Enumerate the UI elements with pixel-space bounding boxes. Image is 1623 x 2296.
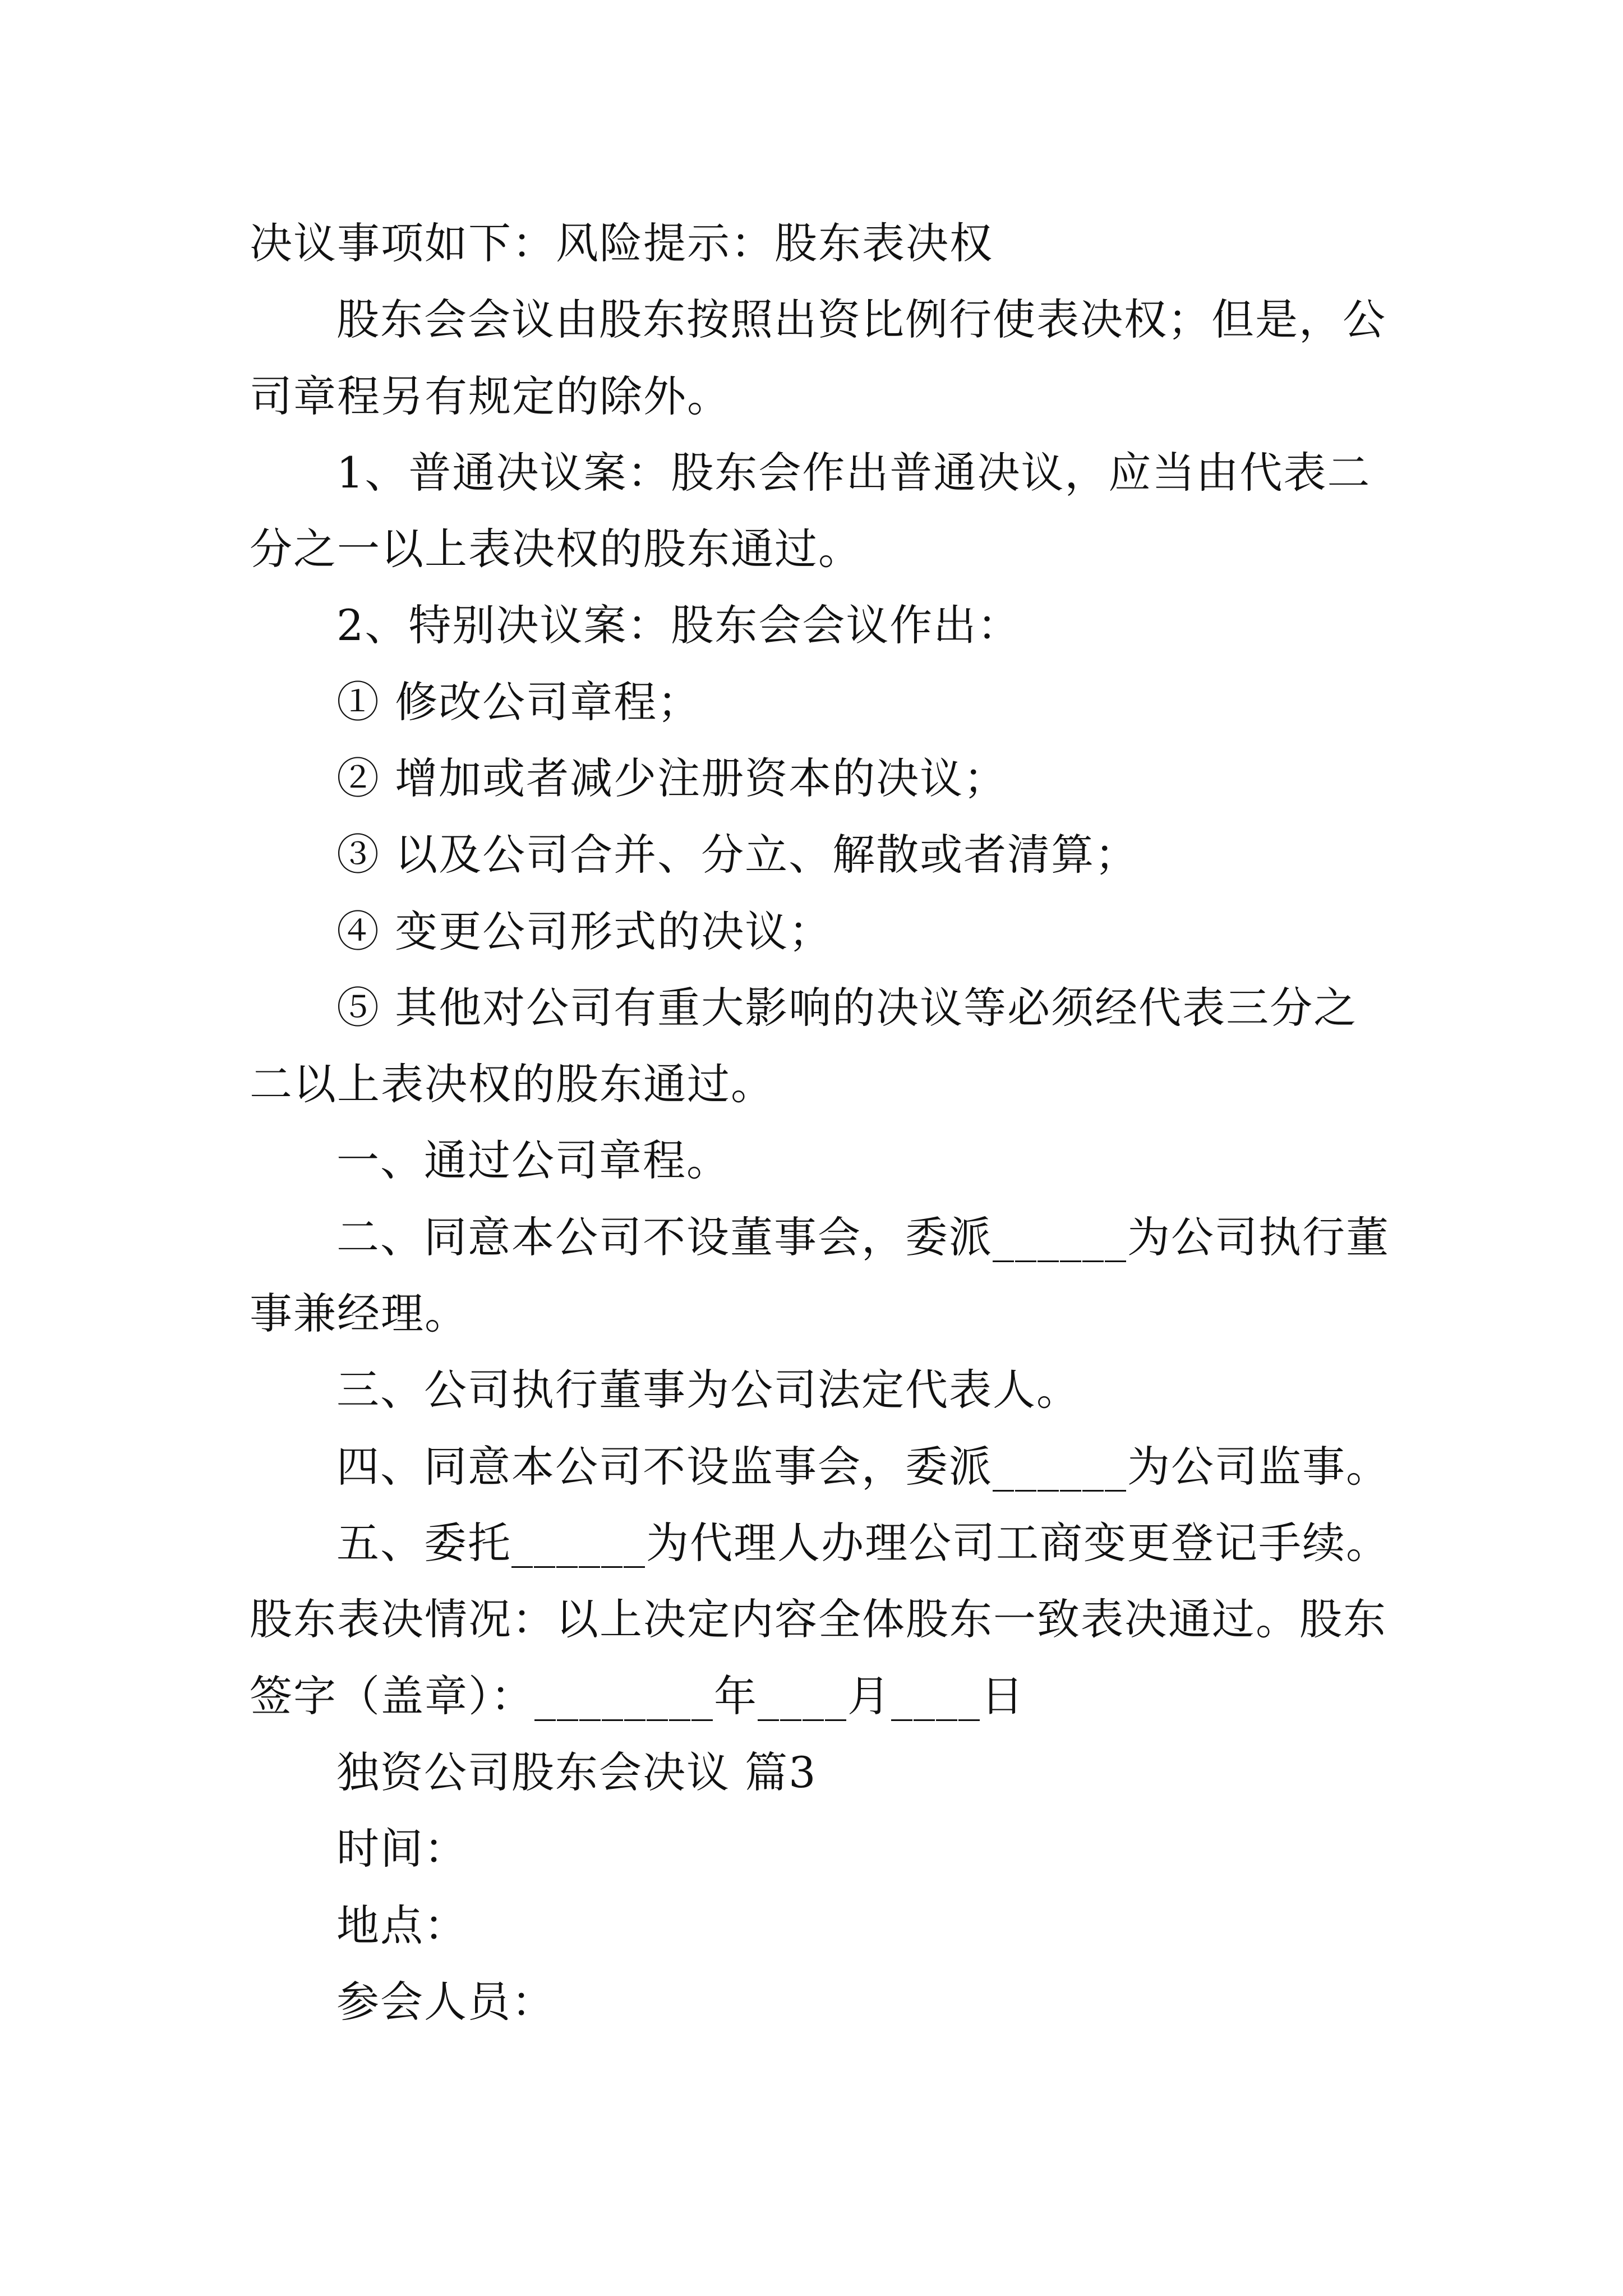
- text-line-17: 四、同意本公司不设监事会，委派______为公司监事。: [336, 1442, 1390, 1492]
- text-line-11: ⑤ 其他对公司有重大影响的决议等必须经代表三分之: [336, 983, 1358, 1033]
- text-line-18: 五、委托______为代理人办理公司工商变更登记手续。: [336, 1518, 1390, 1568]
- text-line-4: 1、普通决议案：股东会作出普通决议，应当由代表二: [336, 448, 1371, 498]
- attendees-label: 参会人员：: [336, 1977, 555, 2027]
- text-line-10: ④ 变更公司形式的决议；: [336, 907, 833, 956]
- text-line-14: 二、同意本公司不设董事会，委派______为公司执行董: [336, 1212, 1390, 1262]
- text-line-15: 事兼经理。: [250, 1289, 468, 1338]
- section-heading: 独资公司股东会决议 篇3: [336, 1747, 817, 1797]
- location-label: 地点：: [336, 1901, 468, 1950]
- text-line-3: 司章程另有规定的除外。: [250, 371, 731, 421]
- text-line-2: 股东会会议由股东按照出资比例行使表决权；但是，公: [336, 295, 1386, 344]
- text-line-9: ③ 以及公司合并、分立、解散或者清算；: [336, 830, 1139, 880]
- text-line-5: 分之一以上表决权的股东通过。: [250, 524, 862, 574]
- text-line-12: 二以上表决权的股东通过。: [250, 1059, 774, 1109]
- time-label: 时间：: [336, 1824, 468, 1874]
- text-line-8: ② 增加或者减少注册资本的决议；: [336, 753, 1008, 803]
- text-line-16: 三、公司执行董事为公司法定代表人。: [336, 1365, 1080, 1415]
- text-line-6: 2、特别决议案：股东会会议作出：: [336, 600, 1021, 650]
- text-line-7: ① 修改公司章程；: [336, 677, 702, 727]
- text-line-20: 签字（盖章）：________年____月____日: [250, 1671, 1025, 1721]
- text-line-1: 决议事项如下：风险提示：股东表决权: [250, 218, 993, 268]
- text-line-13: 一、通过公司章程。: [336, 1135, 730, 1185]
- text-line-19: 股东表决情况：以上决定内容全体股东一致表决通过。股东: [250, 1594, 1387, 1644]
